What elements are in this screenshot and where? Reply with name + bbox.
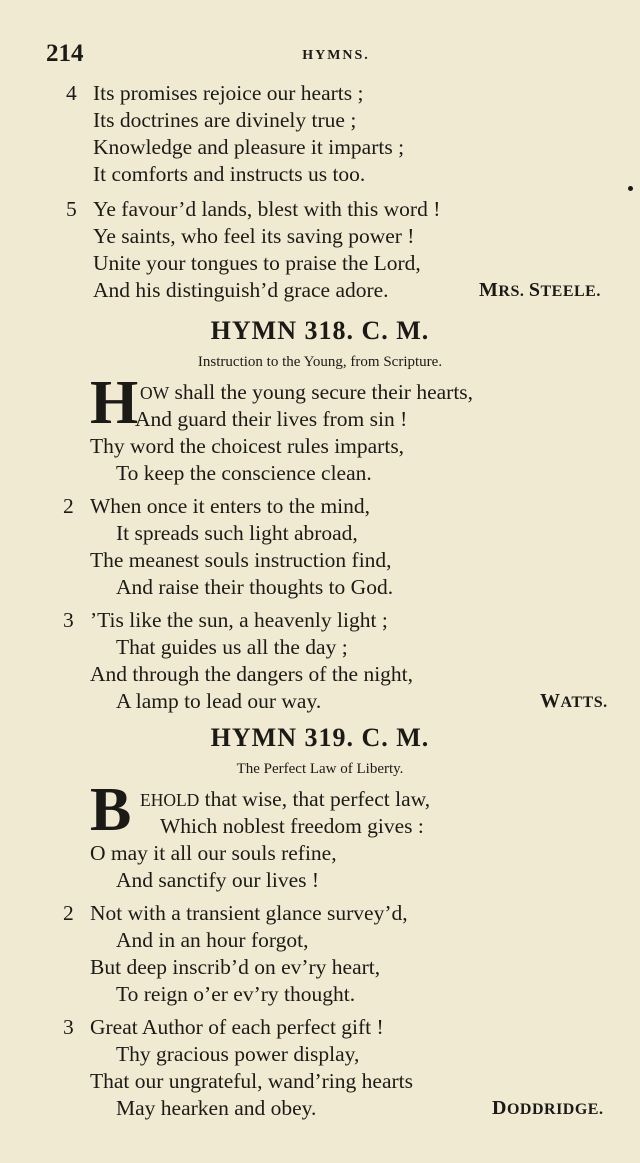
verse-line: The meanest souls instruction find, xyxy=(90,548,392,572)
running-title: HYMNS. xyxy=(302,48,370,63)
verse-line: Thy word the choicest rules imparts, xyxy=(90,434,405,458)
drop-cap: B xyxy=(90,776,132,844)
verse-line: Thy gracious power display, xyxy=(116,1042,360,1066)
verse-line: May hearken and obey. xyxy=(116,1096,317,1120)
page-number: 214 xyxy=(46,40,84,67)
hymn-subtitle: The Perfect Law of Liberty. xyxy=(236,761,404,777)
verse-line: When once it enters to the mind, xyxy=(90,494,371,518)
verse-line: That our ungrateful, wand’ring hearts xyxy=(90,1069,413,1093)
stanza-number: 2 xyxy=(63,494,74,518)
verse-line: Great Author of each perfect gift ! xyxy=(90,1015,384,1039)
stanza-number: 5 xyxy=(66,197,77,221)
verse-line: Its doctrines are divinely true ; xyxy=(93,108,357,132)
author-attribution: WATTS. xyxy=(540,690,608,712)
page-header xyxy=(46,40,626,74)
verse-line: And his distinguish’d grace adore. xyxy=(93,278,389,302)
hymn-title: HYMN 318. C. M. xyxy=(210,316,430,345)
verse-line: And guard their lives from sin ! xyxy=(135,407,408,431)
verse-line: Its promises rejoice our hearts ; xyxy=(93,81,364,105)
author-attribution: MRS. STEELE. xyxy=(479,279,601,301)
verse-line: And through the dangers of the night, xyxy=(90,662,414,686)
verse-line: To reign o’er ev’ry thought. xyxy=(116,982,356,1006)
hymn-title: HYMN 319. C. M. xyxy=(210,723,430,752)
stanza-number: 2 xyxy=(63,901,74,925)
ink-speck xyxy=(628,186,633,191)
stanza-number: 3 xyxy=(63,1015,74,1039)
drop-cap: H xyxy=(90,369,139,437)
verse-line: And in an hour forgot, xyxy=(116,928,309,952)
verse-line: OW shall the young secure their hearts, xyxy=(140,380,474,404)
hymn-subtitle: Instruction to the Young, from Scripture. xyxy=(197,354,443,370)
verse-line: Ye favour’d lands, blest with this word ! xyxy=(93,197,441,221)
verse-line: ’Tis like the sun, a heavenly light ; xyxy=(90,608,388,632)
verse-line: Unite your tongues to praise the Lord, xyxy=(93,251,421,275)
verse-line: EHOLD that wise, that perfect law, xyxy=(140,787,431,811)
verse-line: That guides us all the day ; xyxy=(116,635,348,659)
stanza-number: 3 xyxy=(63,608,74,632)
verse-line: A lamp to lead our way. xyxy=(116,689,322,713)
verse-line: And raise their thoughts to God. xyxy=(116,575,394,599)
verse-line: Not with a transient glance survey’d, xyxy=(90,901,408,925)
verse-line: O may it all our souls refine, xyxy=(90,841,337,865)
verse-line: It comforts and instructs us too. xyxy=(93,162,366,186)
verse-line: Ye saints, who feel its saving power ! xyxy=(93,224,415,248)
stanza-number: 4 xyxy=(66,81,77,105)
verse-line: Knowledge and pleasure it imparts ; xyxy=(93,135,405,159)
verse-line: Which noblest freedom gives : xyxy=(160,814,424,838)
author-attribution: DODDRIDGE. xyxy=(492,1097,604,1119)
verse-line: To keep the conscience clean. xyxy=(116,461,372,485)
verse-line: It spreads such light abroad, xyxy=(116,521,358,545)
verse-line: But deep inscrib’d on ev’ry heart, xyxy=(90,955,381,979)
verse-line: And sanctify our lives ! xyxy=(116,868,320,892)
